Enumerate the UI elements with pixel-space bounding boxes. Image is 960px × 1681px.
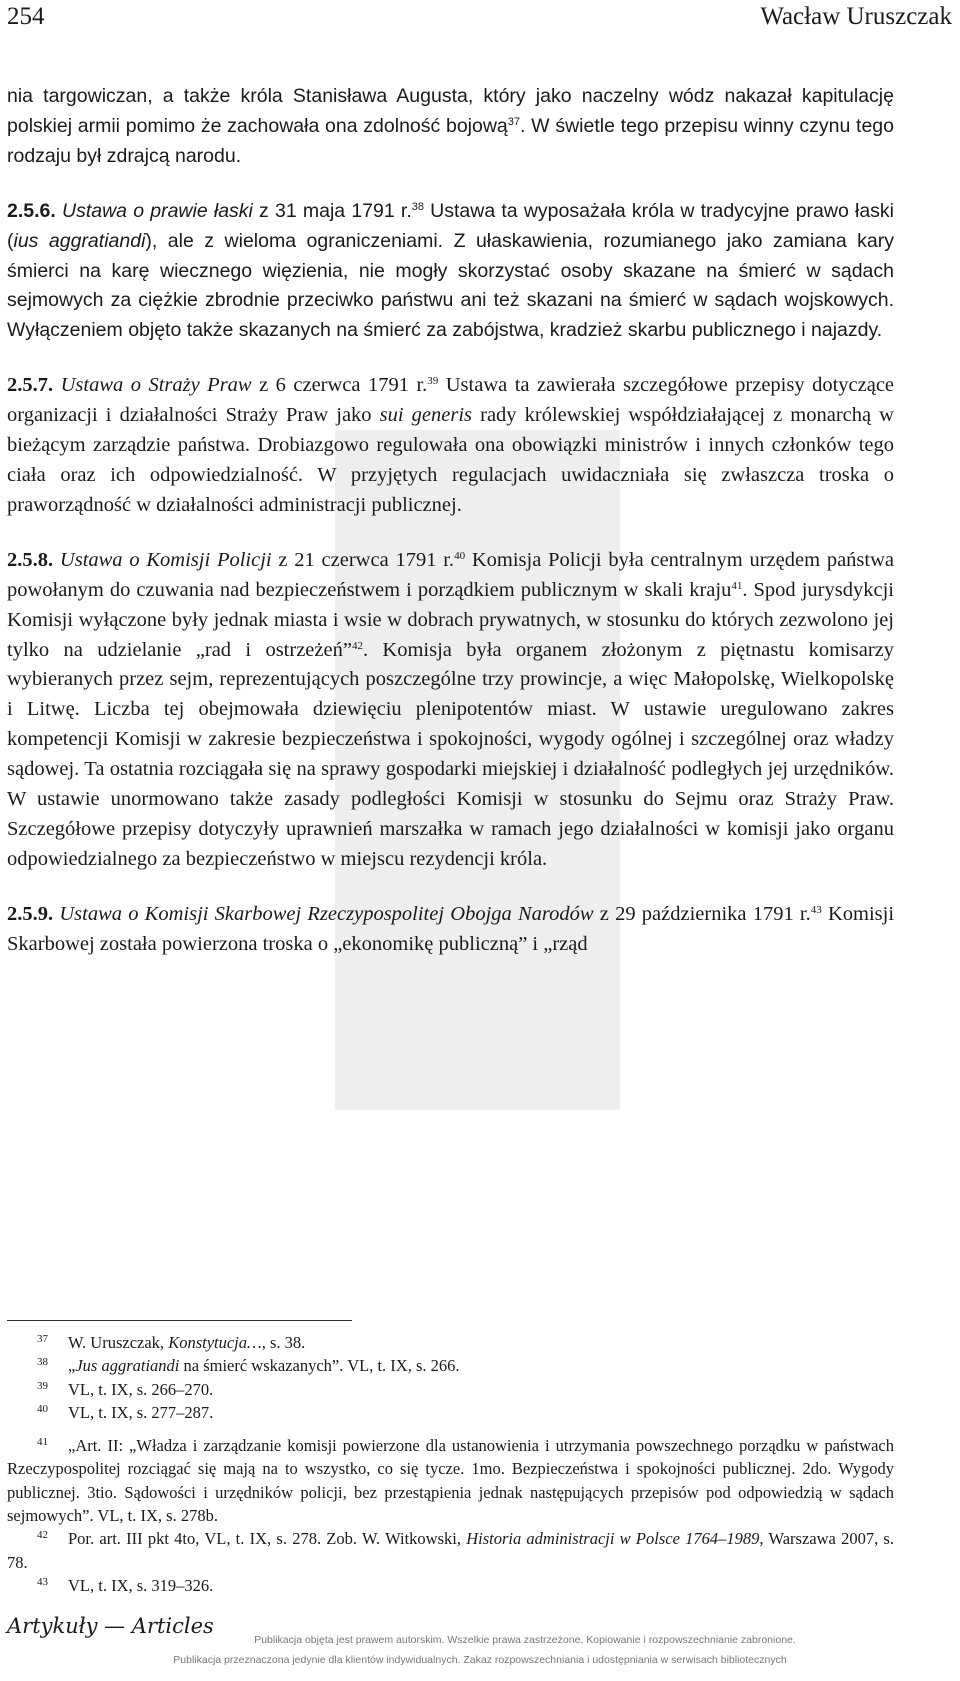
section-title: Ustawa o Komisji Skarbowej Rzeczypospolitej Obojga Narodów [59, 902, 594, 925]
footnote-ref-43: 43 [810, 903, 822, 916]
paragraph-2-5-7: 2.5.7. Ustawa o Straży Praw z 6 czerwca 1791 r.$^{39}$ Ustawa ta zawierała szczegółowe przepisy dotyczące organizacji i działalności Straży Praw jako sui generis rady królewskiej współdziałającej z monarchą w bieżącym zarządzie państwa. Drobiazgowo regulowała ona obowiązki ministrów i innych członków tego ciała oraz ich odpowiedzialność. W przyjętych regulacjach uwidaczniała się zwłaszcza troska o praworządność w działalności administracji publicznej. [7, 374, 895, 516]
footnote-42: 42 Por. art. III pkt 4to, VL, t. IX, s. 278. Zob. W. Witkowski, Historia administracji w Polsce 1764–1989, Warszawa 2007, s. 78. [7, 1529, 894, 1572]
paragraph-intro: nia targowiczan, a także króla Stanisława Augusta, który jako naczelny wódz nakazał kapitulację polskiej armii pomimo że zachowała ona zdolność bojową$^{37}$. W świetle tego przepisu winny czynu tego rodzaju był zdrajcą narodu. [7, 85, 894, 167]
paragraph-2-5-9: 2.5.9. Ustawa o Komisji Skarbowej Rzeczypospolitej Obojga Narodów z 29 października 1791 r.$^{43}$ Komisji Skarbowej została powierzona troska o „ekonomikę publiczną” i „rząd [7, 902, 895, 955]
footnote-39: 39 VL, t. IX, s. 266–270. [37, 1379, 214, 1399]
footnote-ref-37: 37 [507, 115, 521, 128]
section-label: Artykuły — Articles [7, 1614, 214, 1638]
footnote-40: 40 VL, t. IX, s. 277–287. [37, 1402, 214, 1422]
footnote-43: 43 VL, t. IX, s. 319–326. [37, 1575, 214, 1595]
footnotes [7, 1331, 894, 1597]
paragraph-2-5-8: 2.5.8. Ustawa o Komisji Policji z 21 czerwca 1791 r.$^{40}$ Komisja Policji była centralnym urzędem państwa powołanym do czuwania nad bezpieczeństwem i porządkiem publicznym w skali kraju$^{41}$. Spod jurysdykcji Komisji wyłączone były jednak miasta i wsie w dobrach prywatnych, w stosunku do których zezwolono jej tylko na udzielanie „rad i ostrzeżeń”$^{42}$. Komisja była organem złożonym z piętnastu komisarzy wybieranych przez sejm, reprezentujących poszczególne trzy prowincje, a więc Małopolskę, Wielkopolskę i Litwę. Liczba tej obejmowała dziewięciu plenipotentów miast. W ustawie uregulowano zakres kompetencji Komisji w zakresie bezpieczeństwa i spokojności, wygody ogólnej i szczególnej oraz władzy sądowej. Ta ostatnia rozciągała się na sprawy gospodarki miejskiej i działalność podległych jej urzędników. W ustawie unormowano także zasady podległości Komisji w stosunku do Sejmu oraz Straży Praw. Szczegółowe przepisy dotyczyły uprawnień marszałka w ramach jego działalności w komisji jako organu odpowiedzialnego za bezpieczeństwo w miejscu rezydencji króla. [7, 548, 894, 870]
footnote-divider [7, 1320, 352, 1321]
section-number: 2.5.9. [7, 902, 54, 925]
footnote-ref-41: 41 [731, 579, 743, 592]
section-title: Ustawa o prawie łaski [61, 199, 253, 222]
section-title: Ustawa o Straży Praw [60, 374, 252, 397]
footnote-38: 38 „Jus aggratiandi na śmierć wskazanych”. VL, t. IX, s. 266. [37, 1356, 460, 1376]
footnote-ref-38: 38 [411, 200, 424, 213]
section-number: 2.5.7. [7, 374, 54, 397]
paragraph-2-5-6: 2.5.6. Ustawa o prawie łaski z 31 maja 1791 r.$^{38}$ Ustawa ta wyposażała króla w tradycyjne prawo łaski (ius aggratiandi), ale z wieloma ograniczeniami. Z ułaskawienia, rozumianego jako zamiana kary śmierci na karę wiecznego więzienia, nie mogły skorzystać osoby skazane na śmierć w sądach sejmowych za ciężkie zbrodnie przeciwko państwu ani też skazani na śmierć w sądach wojskowych. Wyłączeniem objęto także skazanych na śmierć za zabójstwa, kradzież skarbu publicznego i najazdy. [7, 199, 894, 342]
page-number: 254 [7, 3, 45, 30]
footnote-ref-39: 39 [427, 375, 439, 388]
section-number: 2.5.8. [7, 548, 54, 571]
footnote-41: 41 „Art. II: „Władza i zarządzanie komisji powierzone dla ustanowienia i utrzymania powszechnego porządku w państwach Rzeczypospolitej rozciągać się mają na to wszystko, co się tycze. 1mo. Bezpieczeństwa i spokojności publicznej. 2do. Wygody publicznej. 3tio. Sądowości i urzędników policji, bez przestąpienia jednak następujących przepisów pod odpowiedzią w sądach sejmowych”. VL, t. IX, s. 278b. [7, 1436, 894, 1526]
footnote-37: 37 W. Uruszczak, Konstytucja…, s. 38. [37, 1333, 306, 1352]
copyright-notice-line2: Publikacja przeznaczona jedynie dla klientów indywidualnych. Zakaz rozpowszechniania i udostępniania w serwisach bibliotecznych [173, 1654, 787, 1666]
section-title: Ustawa o Komisji Policji [59, 548, 272, 571]
main-text [7, 82, 894, 985]
section-number: 2.5.6. [7, 199, 56, 222]
footnote-ref-42: 42 [351, 639, 363, 652]
copyright-notice-line1: Publikacja objęta jest prawem autorskim. Wszelkie prawa zastrzeżone. Kopiowanie i rozpowszechnianie zabronione. [254, 1634, 796, 1646]
running-header-author: Wacław Uruszczak [760, 3, 952, 30]
footnote-ref-40: 40 [454, 549, 466, 562]
